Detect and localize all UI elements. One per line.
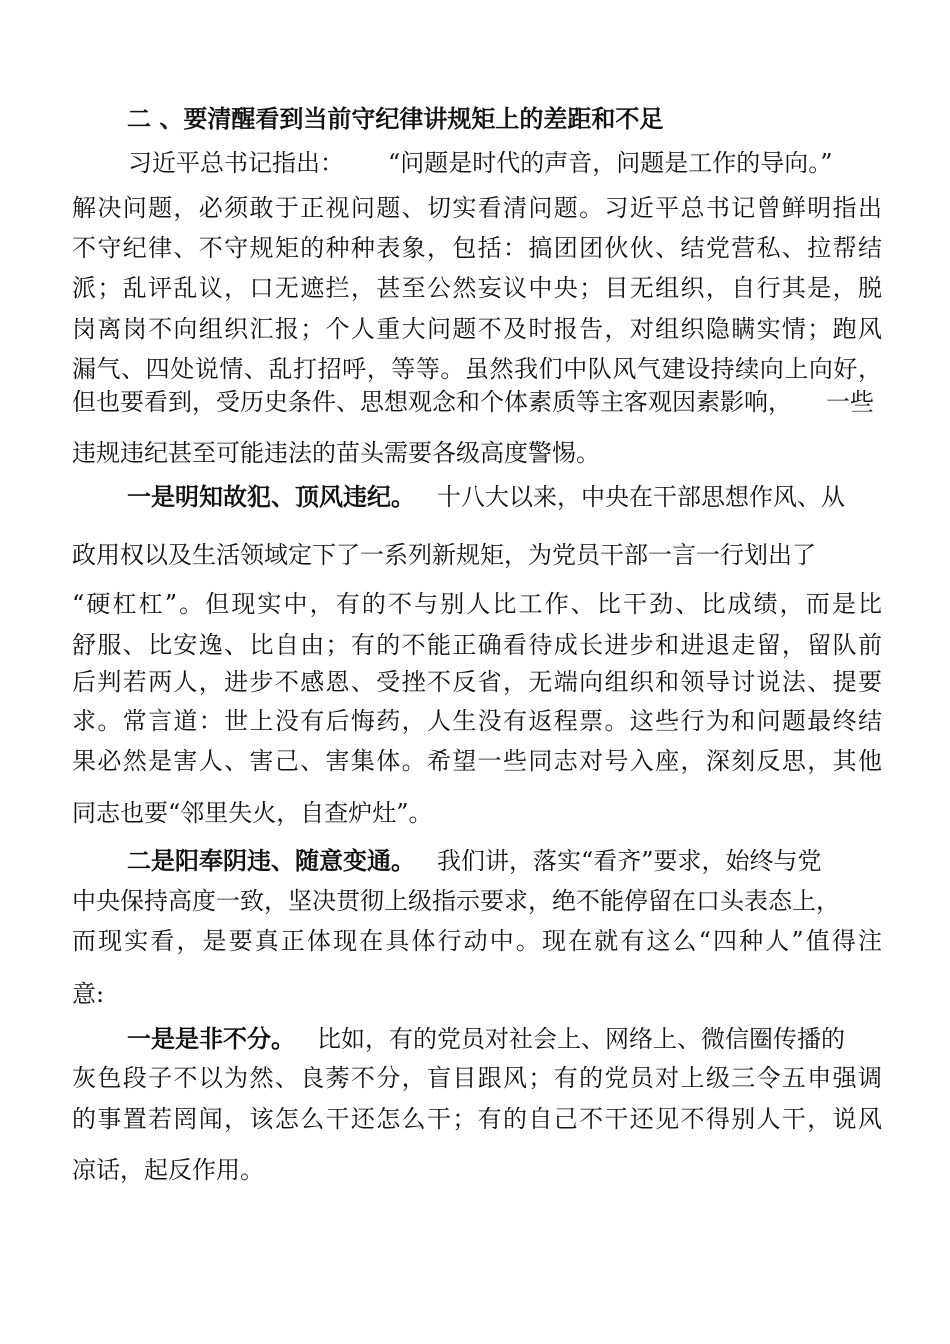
paragraph-2-line-2: 政用权以及生活领域定下了一系列新规矩，为党员干部一言一行划出了 <box>72 541 816 569</box>
paragraph-4-line-3: 的事置若罔闻，该怎么干还怎么干；有的自己不干还见不得别人干，说风 <box>72 1105 882 1133</box>
paragraph-3-line-3: 而现实看，是要真正体现在具体行动中。现在就有这么“四种人”值得注 <box>72 927 882 955</box>
section-heading: 二 、要清醒看到当前守纪律讲规矩上的差距和不足 <box>127 105 664 133</box>
paragraph-3-line-1-text: 我们讲，落实“看齐”要求，始终与党 <box>437 847 822 875</box>
paragraph-1-line-4: 派；乱评乱议，口无遮拦，甚至公然妄议中央；目无组织，自行其是，脱 <box>72 274 882 302</box>
point-2-title: 二是阳奉阴违、随意变通。 <box>127 847 415 875</box>
paragraph-1-line-2: 解决问题，必须敢于正视问题、切实看清问题。习近平总书记曾鲜明指出 <box>72 194 882 222</box>
quote-intro: 习近平总书记指出： <box>128 149 344 177</box>
paragraph-2-line-1 <box>127 481 887 513</box>
paragraph-1-line-5: 岗离岗不向组织汇报；个人重大问题不及时报告，对组织隐瞒实情；跑风 <box>72 315 882 343</box>
paragraph-1-line-7 <box>72 386 882 418</box>
paragraph-1-line-7-tail: 一些 <box>826 388 874 416</box>
paragraph-4-line-1 <box>127 1023 887 1055</box>
paragraph-3-line-2: 中央保持高度一致，坚决贯彻上级指示要求，绝不能停留在口头表态上， <box>72 887 840 915</box>
quote-text: “问题是时代的声音，问题是工作的导向。” <box>388 149 833 177</box>
paragraph-1-line-6: 漏气、四处说情、乱打招呼，等等。虽然我们中队风气建设持续向上向好， <box>72 355 882 383</box>
paragraph-1-line-7-text: 但也要看到，受历史条件、思想观念和个体素质等主客观因素影响， <box>72 388 792 416</box>
paragraph-4-line-2: 灰色段子不以为然、良莠不分，盲目跟风；有的党员对上级三令五申强调 <box>72 1064 882 1092</box>
paragraph-4-line-1-text: 比如，有的党员对社会上、网络上、微信圈传播的 <box>317 1025 845 1053</box>
paragraph-2-line-7: 果必然是害人、害己、害集体。希望一些同志对号入座，深刻反思，其他 <box>72 747 882 775</box>
paragraph-3-line-4: 意: <box>72 980 105 1008</box>
paragraph-4-line-4: 凉话，起反作用。 <box>72 1156 264 1184</box>
paragraph-1-line-8: 违规违纪甚至可能违法的苗头需要各级高度警惕。 <box>72 439 600 467</box>
point-1-title: 一是明知故犯、顶风违纪。 <box>127 483 415 511</box>
paragraph-2-line-4: 舒服、比安逸、比自由；有的不能正确看待成长进步和进退走留，留队前 <box>72 631 882 659</box>
paragraph-3-line-1 <box>127 845 887 877</box>
paragraph-2-line-3: “硬杠杠”。但现实中，有的不与别人比工作、比干劲、比成绩，而是比 <box>72 590 882 618</box>
paragraph-2-line-5: 后判若两人，进步不感恩、受挫不反省，无端向组织和领导讨说法、提要 <box>72 668 882 696</box>
paragraph-2-line-8: 同志也要“邻里失火，自查炉灶”。 <box>72 799 433 827</box>
paragraph-2-line-6: 求。常言道：世上没有后悔药，人生没有返程票。这些行为和问题最终结 <box>72 707 882 735</box>
paragraph-1-line-1 <box>128 147 888 179</box>
paragraph-1-line-3: 不守纪律、不守规矩的种种表象，包括：搞团团伙伙、结党营私、拉帮结 <box>72 234 882 262</box>
paragraph-2-line-1-text: 十八大以来，中央在干部思想作风、从 <box>437 483 845 511</box>
point-3-title: 一是是非不分。 <box>127 1025 295 1053</box>
